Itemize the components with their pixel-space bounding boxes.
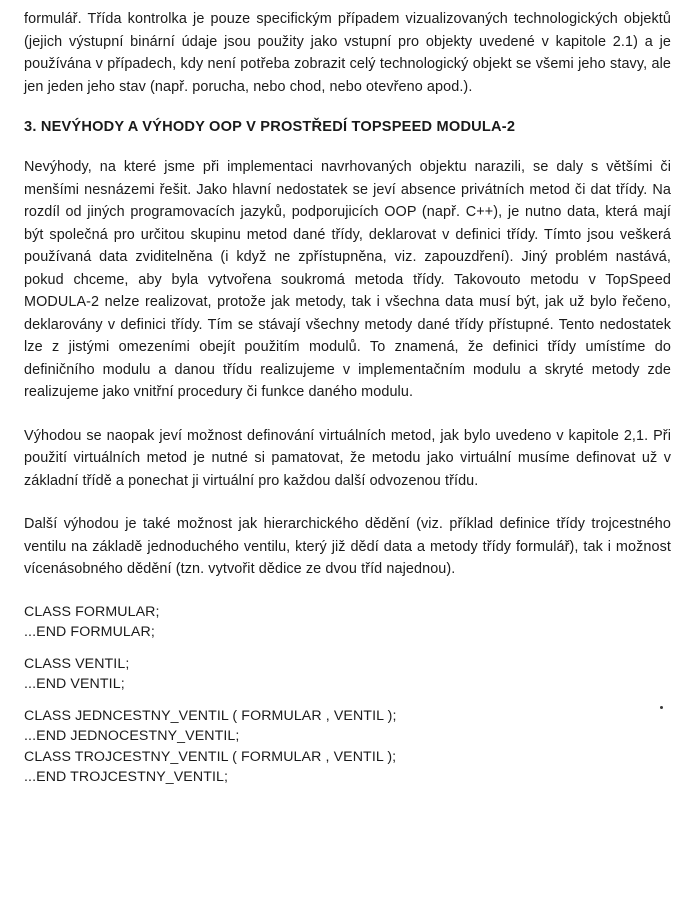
body-paragraph-2: Výhodou se naopak jeví možnost definování virtuálních metod, jak bylo uvedeno v kapitole 2,1. Při použití virtuálních metod je nutné si pamatovat, že metodu jako virtuální musíme definovat už v základní třídě a ponechat ji virtuální pro každou další odvozenou třídu. (24, 427, 671, 489)
body-paragraph-3: Další výhodou je také možnost jak hierarchického dědění (viz. příklad definice třídy trojcestného ventilu na základě jednoduchého ventilu, který již dědí data a metody třídy formulář), tak i možnost vícenásobného dědění (tzn. vytvořit dědice ze dvou tříd najednou). (24, 516, 671, 577)
code-block-formular (24, 602, 671, 643)
code-line: ...END FORMULAR; (24, 624, 155, 640)
spacer (24, 695, 671, 706)
code-line: ...END JEDNOCESTNY_VENTIL; (24, 728, 240, 744)
code-line: CLASS FORMULAR; (24, 603, 160, 620)
spacer (24, 137, 671, 156)
spacer (24, 581, 671, 602)
code-line: ...END VENTIL; (24, 676, 125, 692)
code-block-derived-ventils (24, 706, 671, 788)
spacer (24, 492, 671, 513)
section-heading: 3. NEVÝHODY A VÝHODY OOP V PROSTŘEDÍ TOPSPEED MODULA-2 (24, 119, 516, 135)
scan-artifact-dot (660, 706, 663, 709)
spacer (24, 404, 671, 425)
code-line: CLASS TROJCESTNY_VENTIL ( FORMULAR , VENTIL ); (24, 748, 397, 765)
body-paragraph-1: Nevýhody, na které jsme při implementaci navrhovaných objektu narazili, se daly s většími či menšími nesnázemi řešit. Jako hlavní nedostatek se jeví absence privátních metod či dat třídy. Na rozdíl od jiných programovacích jazyků, podporujicích OOP (např. C++), je nutno data, která mají být společná pro určitou skupinu metod dané třídy, deklarovat v definici třídy. Tímto jsou veškerá používaná data zviditelněna (i když ne zpřístupněna, viz. zapouzdření). Jiný problém nastává, pokud chceme, aby byla vytvořena soukromá metoda třídy. Takovouto metodu v TopSpeed MODULA-2 nelze realizovat, protože jak metody, tak i všechna data musí být, jak už bylo řečeno, deklarovány v definici třídy. Tím se stávají všechny metody dané třídy přístupné. Tento nedostatek lze z jistými omezeními obejít použitím modulů. To znamená, že definici třídy umístíme do definičního modulu a danou třídu realizujeme v implementačním modulu a skryté metody zde realizujeme jako vnitřní procedury či funkce daného modulu. (24, 159, 671, 400)
code-line: CLASS VENTIL; (24, 655, 130, 672)
code-line: CLASS JEDNCESTNY_VENTIL ( FORMULAR , VENTIL ); (24, 707, 397, 724)
code-line: ...END TROJCESTNY_VENTIL; (24, 769, 229, 785)
spacer (24, 98, 671, 117)
code-block-ventil (24, 654, 671, 695)
intro-paragraph: formulář. Třída kontrolka je pouze specifickým případem vizualizovaných technologických objektů (jejich výstupní binární údaje jsou použity jako vstupní pro objekty uvedené v kapitole 2.1) a je používána v případech, kdy není potřeba zobrazit celý technologický objekt se všemi jeho stavy, ale jen jeden jeho stav (např. porucha, nebo chod, nebo otevřeno apod.). (24, 11, 671, 95)
spacer (24, 643, 671, 654)
